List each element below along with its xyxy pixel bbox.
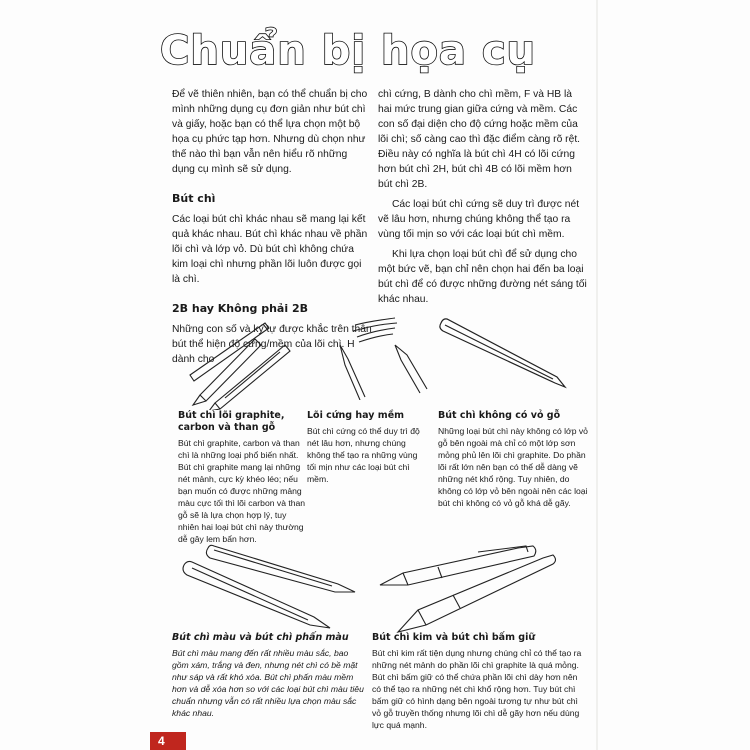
- caption-colored: [172, 632, 367, 719]
- caption-body: Những loại bút chì này không có lớp vỏ gỗ bên ngoài mà chỉ có một lớp sơn mỏng phủ lên lõi chì graphite. Do phần lõi rất lớn nên bạn có thể dễ dàng vẽ những nét khổ rộng. Tuy nhiên, do không có lớp vỏ bên ngoài nên các loại bút chì không có vỏ gỗ khá dễ gãy.: [438, 426, 588, 508]
- hard-soft-lead-illustration: [335, 315, 430, 400]
- choose-pencil-paragraph: Khi lựa chọn loại bút chì để sử dụng cho một bức vẽ, bạn chỉ nên chọn hai đến ba loại bút chì để có được những đường nét sáng tối khác nhau.: [378, 249, 587, 305]
- wooden-pencils-illustration: [185, 315, 305, 410]
- caption-graphite: [178, 410, 308, 545]
- intro-right-column: [378, 87, 588, 312]
- caption-title: Bút chì lõi graphite, carbon và than gỗ: [178, 410, 285, 433]
- page-spine-shadow: [596, 0, 598, 750]
- hard-pencil-paragraph: Các loại bút chì cứng sẽ duy trì được nét vẽ lâu hơn, nhưng chúng không thể tạo ra vùng tối mịn so với các loại bút chì mềm.: [378, 199, 580, 240]
- section-heading-2b: 2B hay Không phải 2B: [172, 302, 308, 315]
- colored-pencils-illustration: [180, 540, 360, 635]
- section-heading-pencils: Bút chì: [172, 192, 216, 205]
- caption-body: Bút chì graphite, carbon và than chì là những loại phổ biến nhất. Bút chì graphite mang lại những nét mảnh, cực kỳ khéo léo; nếu bạn muốn có được những mảng màu cực tối thì lõi carbon và than gỗ sẽ là lựa chọn hợp lý, tuy nhiên hai loại bút chì này thường dễ gây lem bẩn hơn.: [178, 438, 306, 544]
- caption-body: Bút chì cứng có thể duy trì độ nét lâu hơn, nhưng chúng không thể tạo ra những vùng tối mịn như các loại bút chì mềm.: [307, 426, 420, 484]
- caption-title: Lõi cứng hay mềm: [307, 410, 405, 421]
- section-body-2b: Những con số và ký tự được khắc trên thân bút thể hiện độ cứng/mềm của lõi chì. H dành cho: [172, 324, 372, 365]
- caption-woodless: [438, 410, 588, 509]
- intro-paragraph: Để vẽ thiên nhiên, bạn có thể chuẩn bị cho mình những dụng cụ đơn giản như bút chì và giấy, hoặc bạn có thể lựa chọn một bộ họa cụ phức tạp hơn. Nhưng dù chọn như thế nào thì bạn vẫn nên hiểu rõ những dụng cụ mình sẽ sử dụng.: [172, 89, 368, 175]
- hardness-paragraph: chì cứng, B dành cho chì mềm, F và HB là hai mức trung gian giữa cứng và mềm. Các con số đại diện cho độ cứng hoặc mềm của lõi chì; số càng cao thì đặc điểm càng rõ rệt. Điều này có nghĩa là bút chì 4H có lõi cứng hơn bút chì 2H, bút chì 4B có lõi mềm hơn bút chì 2B.: [378, 89, 581, 190]
- section-body-pencils: Các loại bút chì khác nhau sẽ mang lại kết quả khác nhau. Bút chì khác nhau về phần lõi chì và lớp vỏ. Dù bút chì không chứa kim loại chì nhưng phần lõi luôn được gọi là chì.: [172, 214, 368, 285]
- caption-title: Bút chì kim và bút chì bấm giữ: [372, 632, 536, 643]
- page-title: Chuẩn bị họa cụ: [160, 28, 537, 74]
- caption-mechanical: [372, 632, 587, 731]
- woodless-pencil-illustration: [435, 315, 575, 395]
- caption-title: Bút chì không có vỏ gỗ: [438, 410, 561, 421]
- caption-hard-soft: [307, 410, 425, 485]
- caption-body: Bút chì màu mang đến rất nhiều màu sắc, bao gồm xám, trắng và đen, nhưng nét chì có bề mặt như sáp và rất khó xóa. Bút chì phấn màu mềm hơn và dễ xóa hơn so với các loại bút chì màu tiêu chuẩn nhưng vẫn có rất nhiều lựa chọn màu sắc khác nhau.: [172, 648, 364, 718]
- mechanical-pencils-illustration: [378, 540, 578, 635]
- page-number: 4: [150, 732, 186, 750]
- caption-body: Bút chì kim rất tiện dụng nhưng chúng chỉ có thể tạo ra những nét mảnh do phần lõi chì graphite là quá mỏng. Bút chì bấm giữ có thể chứa phần lõi chì dày hơn nên có thể tạo ra những nét chì khổ rộng hơn. Tuy bút chì bấm giữ có hình dạng bên ngoài tương tự như bút chì vỏ gỗ truyền thống nhưng lõi chì dễ gãy hơn nếu dùng lực quá mạnh.: [372, 648, 582, 730]
- caption-title: Bút chì màu và bút chì phấn màu: [172, 632, 349, 643]
